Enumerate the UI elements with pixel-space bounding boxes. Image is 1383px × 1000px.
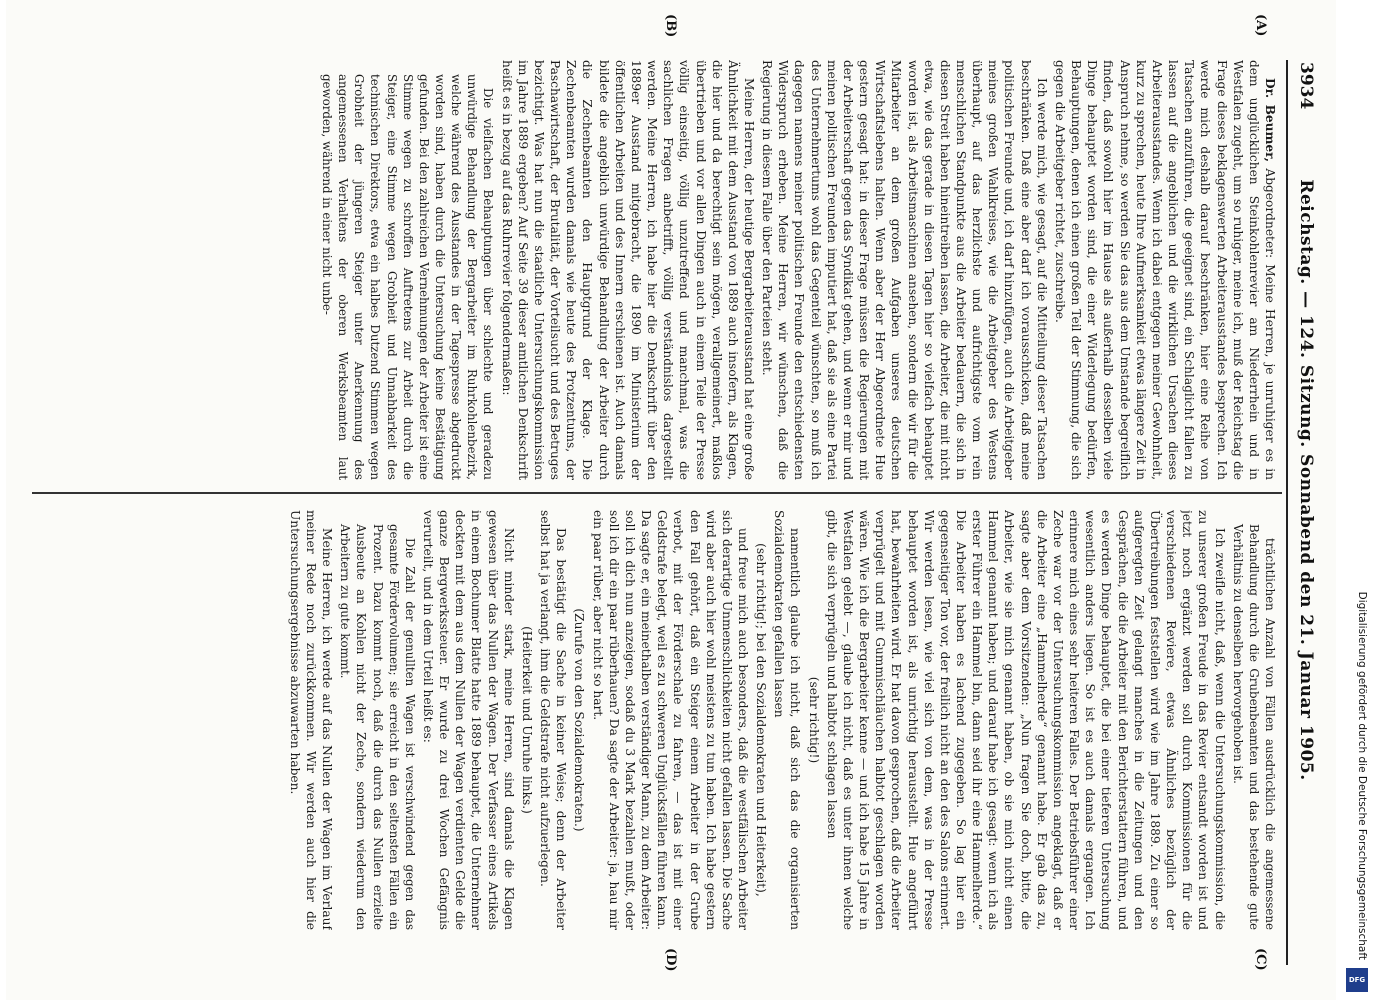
paragraph (1052, 60, 1278, 480)
paragraph (287, 510, 335, 930)
running-title: Reichstag. — 124. Sitzung. Sonnabend den 21. Januar 1905. (1296, 179, 1316, 781)
paragraph-text: namentlich glaube ich nicht, daß sich das die organisierten Sozialdemokraten gefallen lassen (772, 510, 803, 930)
paragraph-text: Die Zahl der genullten Wagen ist verschwindend gegen das gesamte Fördervolumen; sie erreicht in den seltensten Fällen ein Prozent. Dazu kommt noch, daß die durch das Nullen erzielte Ausbeute an Kohlen nicht der Zeche, sondern wiederum den Arbeitern zu gute kommt. (338, 524, 417, 930)
paragraph (589, 510, 751, 930)
paragraph (759, 60, 1050, 480)
rotated-page-content (13, 0, 1328, 1000)
paragraph-text: Abgeordneter: Meine Herren, je unruhiger es in dem unglücklichen Steinkohlenrevier am Niederrhein und in Westfalen zugeht, um so ruhiger, meine ich, muß der Reichstag die Frage dieses beklagenswerten Arbeiterausstandes besprechen. Ich werde mich deshalb darauf beschränken, hier eine Reihe von Tatsachen anzuführen, die geeignet sind, ein Schlaglicht fallen zu lassen auf die angeblichen und die wirklichen Ursachen dieses Arbeiterausstandes. Wenn ich dabei entgegen meiner Gewohnheit, kurz zu sprechen, heute Ihre Aufmerksamkeit etwas längere Zeit in Anspruch nehme, so werden Sie das aus dem Umstande begreiflich finden, daß sowohl hier im Hause als außerhalb desselben viele Dinge behauptet worden sind, die einer Widerlegung bedürfen, Behauptungen, denen ich einen großen Teil der Stimmung, die sich gegen die Arbeitgeber richtet, zuschreibe. (1052, 60, 1277, 480)
paragraph (771, 510, 803, 930)
quoted-paragraph (337, 524, 418, 930)
paragraph (499, 60, 758, 480)
credit-text: Digitalisierung gefördert durch die Deutsche Forschungsgemeinschaft (1356, 591, 1368, 960)
paragraph-text: Ich werde mich, wie gesagt, auf die Mitteilung dieser Tatsachen beschränken. Daß eine aber darf ich vorausschicken, daß meine politischen Freunde und, ich darf hinzufügen, auch die Arbeitgeber meines großen Wahlkreises, wie die Arbeitgeber des Westens überhaupt, auf das herzlichste und aufrichtigste vom rein menschlichen Standpunkte aus die Arbeiter bedauern, die sich in diesen Streit haben hineintreiben lassen, die Arbeiter, die mit nicht etwa, wie das gerade in diesen Tagen hier so vielfach behauptet worden ist, als Arbeitsmaschinen ansehen, sondern die wir für die Mitarbeiter an dem großen Aufgaben unseres deutschen Wirtschaftslebens halten. Wenn aber der Herr Abgeordnete Hue gestern gesagt hat: in dieser Frage müssen die Regierungen mit der Arbeiterschaft gegen das Syndikat gehen, und wenn er mir und meinen politischen Freunden imputiert hat, daß sie als eine Partei des Unternehmertums wohl das Gegenteil wünschten, so muß ich dagegen namens meiner politischen Freunde den entschiedensten Widerspruch erheben. Meine Herren, wir wünschen, daß die Regierung in diesem Falle über den Parteien steht. (760, 60, 1049, 480)
header-rule (1286, 60, 1288, 965)
dfg-logo: DFG (1346, 968, 1368, 992)
column-divider (32, 492, 1282, 494)
stage-direction (805, 510, 821, 930)
paragraph-text: und freue mich auch besonders, daß die westfälischen Arbeiter sich derartige Unmenschlichkeiten nicht gefallen lassen. Die Sache wird aber auch hier wohl meistens zu tun haben. Ich habe gestern den Fall gehört, daß ein Steiger einem Arbeiter in der Grube verbot, mit der Förderschale zu fahren, — das ist mit einer Geldstrafe belegt, weil es zu schweren Unglücksfällen führen kann. Da sagte er, ein meinethalben verständiger Mann, zu dem Arbeiter: soll ich dich nun anzeigen, sodaß du 3 Mark bezahlen mußt, oder soll ich dir ein paar rüberhauen? Da sagte der Arbeiter: ja, hau mir ein paar rüber, aber nicht so hart. (590, 510, 750, 930)
paragraph-text: Das bestätigt die Sache in keiner Weise; denn der Arbeiter selbst hat ja verlangt, ihm die Geldstrafe nicht aufzuerlegen. (538, 510, 569, 930)
margin-mark-b: (B) (663, 14, 678, 38)
page-number: 3934 (1296, 62, 1316, 110)
paragraph-text: Nicht minder stark, meine Herren, sind damals die Klagen gewesen über das Nullen der Wagen. Der Verfasser eines Artikels in einem Bochumer Blatte hatte 1889 behauptet, die Unternehmer deckten mit dem aus dem Nullen der Wagen verdienten Gelde die ganze Bergwerkssteuer. Er wurde zu drei Wochen Gefängnis verurteilt, und in dem Urteil heißt es: (421, 510, 516, 930)
margin-mark-a: (A) (1253, 14, 1268, 37)
paragraph-text: (Heiterkeit und Unruhe links.) (519, 626, 534, 814)
paragraph-text: (Zurufe von den Sozialdemokraten.) (572, 608, 587, 832)
paragraph-text: (sehr richtig!; bei den Sozialdemokraten und Heiterkeit), (754, 543, 769, 897)
right-column (8, 510, 1278, 930)
quoted-paragraph (319, 74, 497, 480)
paragraph-text: Die vielfachen Behauptungen über schlechte und geradezu unwürdige Behandlung der Bergarbeiter im Ruhrkohlenbezirk, welche während des Ausstandes in der Tagespresse abgedruckt worden sind, haben durch die Untersuchung keine Bestätigung gefunden. Bei den zahlreichen Vernehmungen der Arbeiter ist eine Stimme wegen zu schroffen Auftretens zur Arbeit durch die Steiger, eine Stimme wegen Grobheit und Unnahbarkeit des technischen Direktors, etwa ein halbes Dutzend Stimmen wegen Grobheit der jüngeren Steiger unter Anerkennung des angemessenen Verhaltens der oberen Werksbeamten laut geworden, während in einer nicht unbe- (319, 74, 496, 480)
stage-direction (519, 510, 535, 930)
paragraph-text: Ich zweifle nicht, daß, wenn die Untersuchungskommission, die zu unserer großen Freude in das Revier entsandt worden ist und jetzt noch ergänzt werden soll durch Kommissionen für die verschiedenen Reviere, etwas Ähnliches bezüglich der Übertreibungen feststellen wird wie im Jahre 1889. Zu einer so aufgeregten Zeit gelangt manches in die Zeitungen und den Gesprächen, die die Arbeiter mit den Berichterstattern führen, und es werden Dinge behauptet, die bei einer tieferen Untersuchung wesentlich anders liegen. So ist es auch damals ergangen. Ich erinnere mich eines sehr heiteren Falles. Der Betriebsführer einer Zeche war vor der Untersuchungskommission angeklagt, daß er die Arbeiter eine „Hammelherde“ genannt habe. Er gab das zu, sagte aber dem Vorsitzenden: „Nun fragen Sie doch, bitte, die Arbeiter, wie sie mich genannt haben, ob sie mich nicht einen Hammel genannt haben; und darauf habe ich gesagt: wenn ich als erster Führer ein Hammel bin, dann seid ihr eine Hammelherde.“ Die Arbeiter haben es lachend zugegeben. So lag hier ein gegenseitiger Ton vor, der freilich nicht an den des Salons erinnert. Wir werden lesen, wie viel sich von dem, was in der Presse behauptet worden ist, als unrichtig herausstellt. Hue angeführt hat, bewahrheiten wird. Er hat davon gesprochen, daß die Arbeiter verprügelt und mit Gummischläuchen halbtot geschlagen worden wären. Wie ich die Bergarbeiter kenne — und ich habe 15 Jahre in Westfalen gelebt —, glaube ich nicht, daß es unter ihnen welche gibt, die sich verprügeln und halbtot schlagen lassen (824, 510, 1227, 930)
quoted-paragraph (1230, 524, 1278, 930)
paragraph (537, 510, 569, 930)
paragraph-text: Meine Herren, ich werde auf das Nullen der Wagen im Verlauf meiner Rede noch zurückkommen. Wir werden auch hier die Untersuchungsergebnisse abzuwarten haben. (287, 510, 335, 930)
stage-direction (571, 510, 587, 930)
paragraph (420, 510, 517, 930)
paragraph-text: (sehr richtig!) (806, 676, 821, 764)
margin-mark-d: (D) (663, 948, 678, 972)
speaker-name: Dr. Beumer, (1263, 78, 1277, 169)
paragraph (824, 510, 1228, 930)
paragraph-text: Meine Herren, der heutige Bergarbeiterausstand hat eine große Ähnlichkeit mit dem Ausstand von 1889 auch insofern, als Klagen, die hier und da berechtigt sein mögen, verallgemeinert, maßlos übertrieben und vor allen Dingen auch in einem Teile der Presse völlig einseitig, völlig unzutreffend und manchmal, was die sachlichen Fragen anbetrifft, völlig verständnislos dargestellt werden. Meine Herren, ich habe hier die Denkschrift über den 1889er Ausstand mitgebracht, die 1890 im Ministerium der öffentlichen Arbeiten und des Innern erschienen ist. Auch damals bildete die angeblich unwürdige Behandlung der Arbeiter durch die Zechenbeamten den Hauptgrund der Klage. Die Zechenbeamten wurden damals wie heute des Protzentums, der Paschawirtschaft, der Brutalität, der Vorteilsucht und des Betruges bezichtigt. Was hat nun die staatliche Untersuchungskommission im Jahre 1889 ergeben? Auf Seite 39 dieser amtlichen Denkschrift heißt es in bezug auf das Ruhrrevier folgendermaßen: (499, 60, 756, 480)
digitization-credit (1340, 0, 1380, 1000)
left-column (8, 60, 1278, 480)
paragraph-text: trächtlichen Anzahl von Fällen ausdrücklich die angemessene Behandlung durch die Grubenbeamten und das bestehende gute Verhältnis zu denselben hervorgehoben ist. (1230, 524, 1277, 930)
page-header (1288, 0, 1318, 960)
stage-direction (753, 510, 769, 930)
scanned-page (6, 0, 1336, 1000)
margin-mark-c: (C) (1253, 948, 1268, 971)
